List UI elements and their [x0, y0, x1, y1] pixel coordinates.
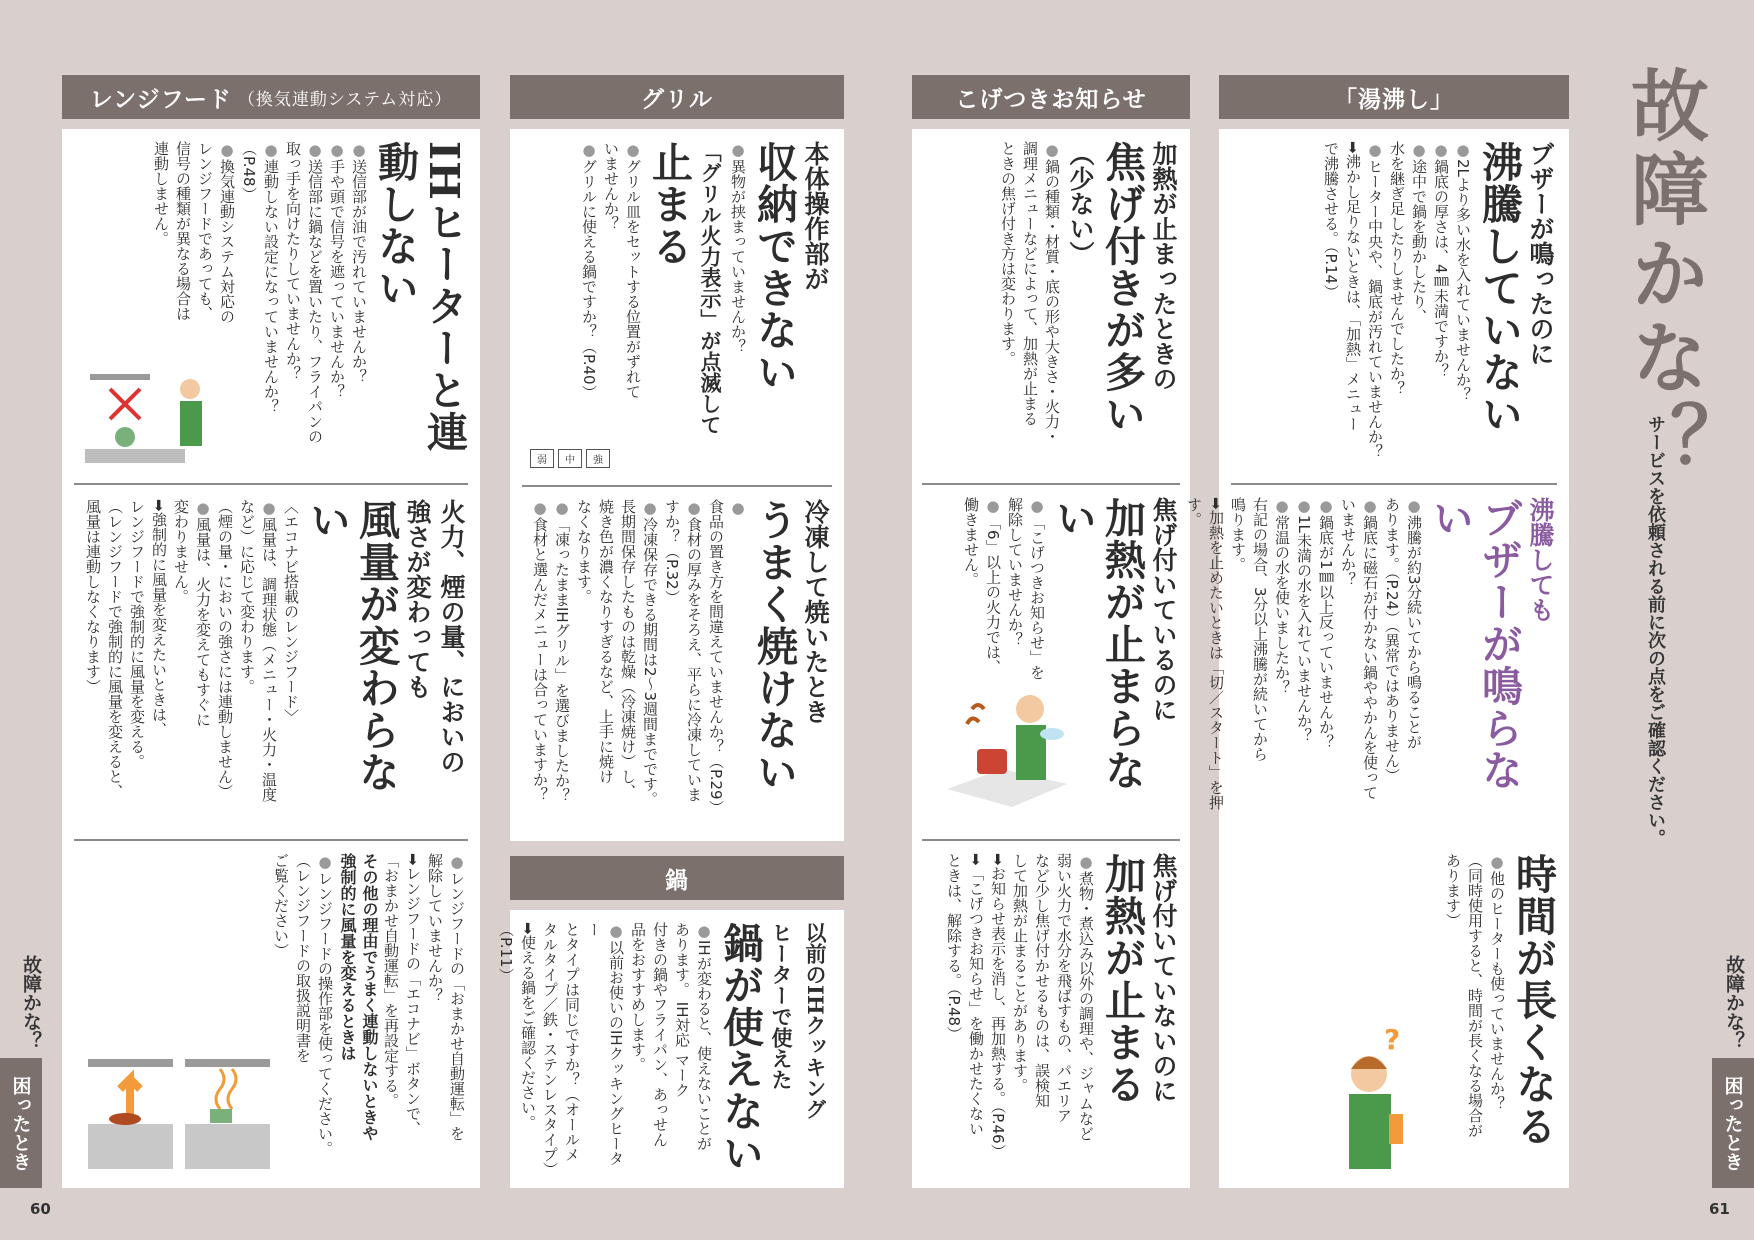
check-item-cont: あります） — [1444, 853, 1462, 928]
range-hood-section-other — [258, 853, 468, 1173]
yuwakashi-panel — [1185, 129, 1569, 1188]
grill-heat-indicator — [530, 449, 610, 468]
column-header-nabe — [510, 856, 844, 900]
section-title-line: 火力、煙の量、においの — [437, 499, 466, 774]
check-item-cont: 焼き色が濃くなりすぎるなど、上手に焼け — [597, 499, 615, 784]
woman-thinking-illustration — [1329, 1019, 1429, 1174]
check-item: ● 鍋底が1㎜以上反っていませんか？ — [1315, 497, 1337, 827]
section-title: ブザーが鳴らない — [1426, 497, 1523, 791]
section-divider — [922, 839, 1180, 841]
koge-panel — [912, 129, 1190, 1188]
check-item-cont: あります。（P.24）（異常ではありません） — [1383, 497, 1401, 783]
action-item: ➡ 加熱を止めたいときは「切／スタート」を押す。 — [1183, 497, 1227, 827]
check-item-cont: あります。 IH対応 マーク — [673, 922, 691, 1098]
check-item: ● レンジフードの操作部を使ってください。 — [314, 853, 336, 1173]
section-title-line: （少ない） — [1066, 141, 1095, 266]
section-note: 〈エコナビ搭載のレンジフード〉 — [282, 499, 300, 724]
check-item-cont: 解除していませんか？ — [426, 853, 444, 1003]
action-item-cont: （レンジフードで強制的に風量を変えると、 — [106, 499, 124, 799]
check-item: ● 送信部が油で汚れていませんか？ — [348, 141, 370, 466]
action-item-cont: レンジフードで強制的に風量を変える。 — [128, 499, 146, 769]
yuwakashi-section-not-boiling — [1229, 141, 1557, 471]
header-label: グリル — [641, 86, 713, 113]
grill-section-storage — [520, 141, 832, 471]
section-title-line: 本体操作部が — [801, 141, 830, 291]
section-title: 収納できない — [750, 141, 798, 393]
section-title-line: 加熱が止まったときの — [1149, 141, 1178, 391]
section-title: 焦げ付きが多い — [1098, 141, 1146, 435]
range-hood-airflow-illustration — [80, 1049, 280, 1174]
check-item: ● 2Lより多い水を入れていませんか？ — [1452, 141, 1474, 471]
check-item: ● グリル皿をセットする位置がずれて — [622, 141, 644, 471]
action-item: ➡ 「こげつきお知らせ」を働かせたくない — [965, 853, 987, 1183]
section-title-line: ヒーターで使えた — [769, 922, 794, 1090]
check-item: ● 冷凍保存できる期間は2〜3週間までです。 — [639, 499, 661, 829]
check-item-cont: （煙の量・においの強さには連動しません） — [216, 499, 234, 799]
check-item: ● 食品の置き方を間違えていませんか？（P.29） — [705, 499, 749, 829]
indicator-mid: 中 — [558, 449, 582, 468]
action-item: ➡ 沸かし足りないときは、「加熱」メニュー — [1342, 141, 1364, 471]
check-item: ● 鍋の種類・材質・底の形や大きさ・火力・ — [1041, 141, 1063, 471]
check-item: ● 「凍ったままIHグリル」を選びましたか？ — [551, 499, 573, 829]
check-item-cont: タルタイプ／鉄・ステンレスタイプ） — [541, 922, 559, 1177]
check-item-cont: 信号の種類が異なる場合は — [174, 141, 192, 321]
section-title: 加熱が止まらない — [1049, 497, 1146, 791]
check-item: ● 鍋底に磁石が付かない鍋ややかんを使って — [1359, 497, 1381, 827]
check-item: ● 食材と選んだメニューは合っていますか？ — [529, 499, 551, 829]
check-item: ● 沸騰が約3分続いてから鳴ることが — [1403, 497, 1425, 827]
bold-note: その他の理由でうまく連動しないときや — [360, 853, 379, 1141]
check-item: ● 「6」以上の火力では、 — [982, 497, 1004, 827]
check-item-cont: 調理メニューなどによって、加熱が止まる — [1021, 141, 1039, 426]
check-item-cont: （同時使用すると、時間が長くなる場合が — [1466, 853, 1484, 1138]
check-item: ● 常温の水を使いましたか？ — [1271, 497, 1293, 827]
check-item-cont: ときの焦げ付き方は変わります。 — [999, 141, 1017, 366]
check-item-cont: （P.48） — [240, 141, 258, 202]
header-label: こげつきお知らせ — [955, 86, 1147, 113]
action-item-cont: ときは、解除する。（P.48） — [945, 853, 963, 1042]
action-item: ➡ 強制的に風量を変えたいときは、 — [148, 499, 170, 804]
indicator-strong: 強 — [586, 449, 610, 468]
section-title-line: 冷凍して焼いたとき — [801, 499, 830, 724]
column-header-koge — [912, 75, 1190, 119]
check-item-cont: 連動しません。 — [152, 141, 170, 246]
svg-text:?: ? — [1384, 1023, 1401, 1056]
section-title-line: 焦げ付いていないのに — [1149, 853, 1178, 1103]
column-header-range-hood — [62, 75, 480, 119]
section-title-line: ブザーが鳴ったのに — [1526, 141, 1555, 366]
check-item: ● 他のヒーターも使っていませんか？ — [1486, 853, 1508, 1183]
action-item-cont: （P.11） — [497, 922, 515, 983]
action-item-cont: 「おまかせ自動運転」を再設定する。 — [382, 853, 400, 1108]
section-title-line: 沸騰しても — [1526, 497, 1555, 622]
check-item-cont: ご覧ください） — [272, 853, 290, 958]
check-item: ● 連動しない設定になっていませんか？ — [260, 141, 282, 466]
nabe-section — [497, 922, 832, 1177]
koge-section-stops — [922, 853, 1180, 1183]
section-title: 沸騰していない — [1475, 141, 1523, 435]
check-item: ● IHが変わると、使えないことが — [693, 922, 715, 1177]
koge-section-many-burn — [922, 141, 1180, 471]
nabe-panel — [497, 910, 844, 1188]
check-item: ● 以前お使いのIHクッキングヒーター — [583, 922, 627, 1177]
right-page — [877, 0, 1754, 1240]
column-header-grill — [510, 75, 844, 119]
check-item: ● 煮物・煮込み以外の調理や、ジャムなど — [1075, 853, 1097, 1183]
section-title: 止まる — [645, 141, 693, 267]
header-label: レンジフード — [89, 86, 232, 113]
column-header-yuwakashi — [1219, 75, 1569, 119]
section-title-line: 「グリル火力表示」が点滅して — [698, 141, 723, 435]
sidebar-tab[interactable]: 困ったとき — [1712, 1058, 1754, 1188]
action-item-cont: で沸騰させる。（P.14） — [1322, 141, 1340, 300]
section-title: 風量が変わらない — [303, 499, 400, 793]
check-item-cont: して加熱が止まることがあります。 — [1011, 853, 1029, 1093]
section-title: うまく焼けない — [750, 499, 798, 793]
section-title-line: 焦げ付いているのに — [1149, 497, 1178, 722]
check-item-cont: とタイプは同じですか？（オールメ — [563, 922, 581, 1162]
header-note: （換気連動システム対応） — [237, 89, 453, 110]
check-item-cont: 水を継ぎ足したりしませんでしたか？ — [1388, 141, 1406, 396]
range-hood-section-airflow — [73, 499, 468, 804]
check-item: ● ヒーター中央や、鍋底が汚れていませんか？ — [1364, 141, 1386, 471]
bold-note: 強制的に風量を変えるときは — [338, 853, 357, 1061]
check-item-cont: レンジフードであっても、 — [196, 141, 214, 321]
check-item: ● 「こげつきお知らせ」を — [1026, 497, 1048, 827]
header-label: 鍋 — [665, 867, 689, 894]
action-item: ➡ レンジフードの「エコナビ」ボタンで、 — [402, 853, 424, 1173]
section-title-line: 以前のIHクッキング — [803, 922, 828, 1120]
section-title: IHヒーターと連動しない — [371, 141, 468, 453]
range-hood-panel — [62, 129, 480, 1188]
section-title: 時間が長くなる — [1509, 853, 1557, 1147]
sidebar-tab[interactable]: 困ったとき — [0, 1058, 42, 1188]
check-item: ● 1L未満の水を入れていませんか？ — [1293, 497, 1315, 827]
section-title: 鍋が使えない — [716, 922, 764, 1174]
action-item-cont: 風量は連動しなくなります） — [84, 499, 102, 694]
check-item: ● レンジフードの「おまかせ自動運転」を — [446, 853, 468, 1173]
section-divider — [522, 485, 832, 487]
check-item-cont: （レンジフードの取扱説明書を — [294, 853, 312, 1063]
sidebar-chapter-label: 故障かな？ — [1723, 955, 1745, 1050]
page-main-title: 故障かな？ — [1618, 65, 1709, 485]
indicator-weak: 弱 — [530, 449, 554, 468]
check-item: ● 風量は、調理状態（メニュー・火力・温度 — [258, 499, 280, 804]
check-item-cont: 付きの鍋やフライパン、あっせん — [651, 922, 669, 1147]
action-item: ➡ お知らせ表示を消し、再加熱する。（P.46） — [987, 853, 1009, 1183]
check-item-cont: 品をおすすめします。 — [629, 922, 647, 1072]
check-item-cont: 弱い火力で水分を飛ばすもの、パエリア — [1055, 853, 1073, 1123]
woman-range-hood-illustration — [80, 359, 220, 469]
header-label: 「湯沸し」 — [1334, 86, 1454, 113]
check-item: ● 手や頭で信号を遮っていませんか？ — [326, 141, 348, 466]
check-item: ● 風量は、火力を変えてもすぐに — [192, 499, 214, 804]
section-title-line: 強さが変わっても — [403, 499, 432, 699]
section-divider — [1231, 483, 1557, 485]
section-divider — [74, 483, 468, 485]
action-item: ➡ 使える鍋をご確認ください。 — [517, 922, 539, 1177]
check-item-cont: 右記の場合、3分以上沸騰が続いてから — [1251, 497, 1269, 762]
sidebar-chapter-label: 故障かな？ — [20, 955, 42, 1050]
check-item: ● 送信部に鍋などを置いたり、フライパンの — [304, 141, 326, 466]
check-item-cont: すか？（P.32） — [663, 499, 681, 605]
check-item-cont: 解除していませんか？ — [1006, 497, 1024, 647]
yuwakashi-section-no-buzzer — [1185, 497, 1557, 827]
check-item-cont: いませんか？ — [602, 141, 620, 231]
check-item: ● 食材の厚みをそろえ、平らに冷凍していま — [683, 499, 705, 829]
check-item: ● 異物が挟まっていませんか？ — [727, 141, 749, 471]
section-divider — [74, 839, 468, 841]
grill-panel — [510, 129, 844, 841]
woman-cooking-illustration — [942, 679, 1072, 809]
check-item-cont: など少し焦げ付かせるものは、誤検知 — [1033, 853, 1051, 1108]
page-subtitle: サービスを依頼される前に次の点をご確認ください。 — [1645, 415, 1666, 847]
section-title: 加熱が止まる — [1098, 853, 1146, 1105]
check-item: ● 途中で鍋を動かしたり、 — [1408, 141, 1430, 471]
page-number: 60 — [30, 1200, 51, 1218]
check-item-cont: 取っ手を向けたりしていませんか？ — [284, 141, 302, 381]
check-item-cont: 変わりません。 — [172, 499, 190, 604]
check-item: ● グリルに使える鍋ですか？（P.40） — [578, 141, 600, 471]
yuwakashi-section-long-time — [1417, 853, 1557, 1183]
check-item-cont: など）に応じて変わります。 — [238, 499, 256, 694]
check-item-cont: 長期間保存したものは乾燥（冷凍焼け）し、 — [619, 499, 637, 799]
page-number: 61 — [1709, 1200, 1730, 1218]
check-item-cont: 働きません。 — [962, 497, 980, 587]
grill-section-frozen — [520, 499, 832, 829]
check-item-cont: なくなります。 — [575, 499, 593, 604]
check-item: ● 換気連動システム対応の — [216, 141, 238, 466]
section-divider — [922, 483, 1180, 485]
check-item: ● 鍋底の厚さは、4㎜未満ですか？ — [1430, 141, 1452, 471]
check-item-cont: 鳴ります。 — [1229, 497, 1247, 572]
check-item-cont: いませんか？ — [1339, 497, 1357, 587]
